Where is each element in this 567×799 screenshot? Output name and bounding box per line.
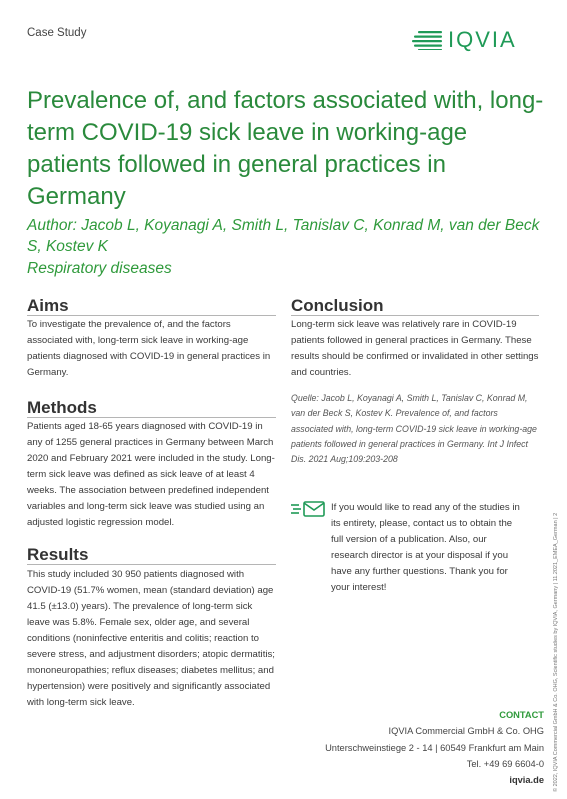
aims-text: To investigate the prevalence of, and the factors associated with, long-term sick leave in working-age patients diagnosed with COVID-19 in general practices in Germany. [27, 319, 271, 378]
iqvia-logo-mark-icon [412, 30, 446, 50]
results-text: This study included 30 950 patients diagnosed with COVID-19 (51.7% women, mean (standard deviation) age 41.5 (±13.0) years). The prevalence of long-term sick leave was 5.8%. Female sex, older age, and several conditions (noninfective enteritis and colitis; reaction to severe stress, and adjustment disorders; atopic dermatitis; mononeuropathies; reflux diseases; diabetes mellitus; and hypertension) were positively and significantly associated with long-term sick leave. [27, 569, 275, 708]
contact-label: CONTACT [499, 710, 544, 720]
results-divider [27, 564, 276, 565]
aims-divider [27, 315, 276, 316]
conclusion-text: Long-term sick leave was relatively rare in COVID-19 patients followed in general practices in Germany. These results should be confirmed or invalidated in other settings and countries. [291, 319, 539, 378]
website-link[interactable]: iqvia.de [509, 775, 544, 786]
mail-icon [291, 501, 325, 522]
company-name: IQVIA Commercial GmbH & Co. OHG [388, 726, 544, 737]
conclusion-divider [291, 315, 539, 316]
company-phone[interactable]: Tel. +49 69 6604-0 [466, 758, 544, 769]
logo-text: IQVIA [448, 27, 517, 52]
contact-note-text: If you would like to read any of the studies in its entirety, please, contact us to obtain the full version of a publication. Also, our research director is at your disposal if you have any further questions. Thank you for your interest! [331, 502, 520, 593]
iqvia-logo [412, 27, 517, 53]
source-citation: Quelle: Jacob L, Koyanagi A, Smith L, Tanislav C, Konrad M, van der Beck S, Kostev K. Prevalence of, and factors associated with, long-term COVID-19 sick leave in working-age patients followed in general practices in Germany. Int J Infect Dis. 2021 Aug;109:203-208 [291, 393, 537, 465]
methods-heading: Methods [27, 398, 97, 417]
document-type-label: Case Study [27, 27, 87, 39]
company-address: Unterschweinstiege 2 - 14 | 60549 Frankfurt am Main [325, 742, 544, 753]
conclusion-heading: Conclusion [291, 296, 384, 315]
topic-label: Respiratory diseases [27, 260, 172, 277]
methods-divider [27, 417, 276, 418]
copyright-side-note: © 2022, IQVIA Commercial GmbH & Co. OHG, Scientific studies by IQVIA, Germany | 11.2021_EMEA_German | 2 [553, 512, 559, 792]
methods-text: Patients aged 18-65 years diagnosed with COVID-19 in any of 1255 general practices in Germany between March 2020 and February 2021 were included in the study. Long-term sick leave was defined as sick leave of at least 4 weeks. The association between predefined independent variables and long-term sick leave was studied using an adjusted logistic regression model. [27, 421, 275, 528]
author-line: Author: Jacob L, Koyanagi A, Smith L, Tanislav C, Konrad M, van der Beck S, Kostev K [27, 217, 540, 255]
aims-heading: Aims [27, 296, 69, 315]
results-heading: Results [27, 545, 89, 564]
contact-block [325, 707, 544, 788]
page-title: Prevalence of, and factors associated with, long-term COVID-19 sick leave in working-age patients followed in general practices in Germany [27, 87, 544, 210]
